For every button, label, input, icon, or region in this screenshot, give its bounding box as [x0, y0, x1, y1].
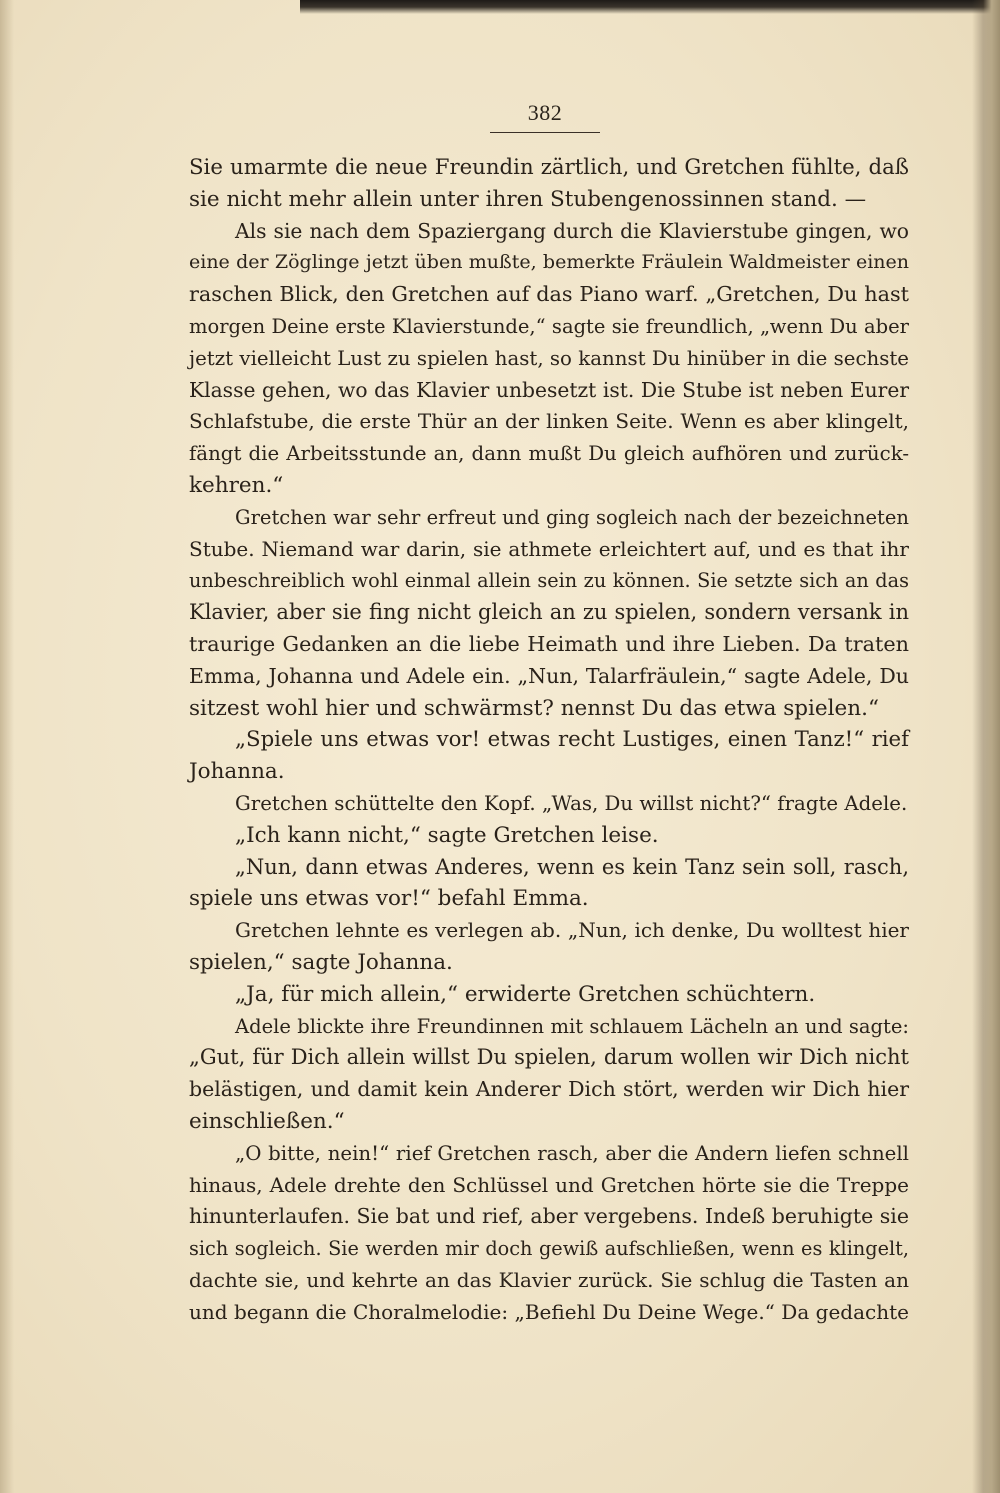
- scan-right-edge: [972, 0, 1000, 1493]
- text-line: Emma, Johanna und Adele ein. „Nun, Talarfräulein,“ sagte Adele, Du: [189, 663, 909, 688]
- text-line: „Spiele uns etwas vor! etwas recht Lustiges, einen Tanz!“ rief: [235, 727, 909, 753]
- text-line: sie nicht mehr allein unter ihren Stubengenossinnen stand. —: [189, 186, 867, 212]
- text-line: sitzest wohl hier und schwärmst? nennst Du das etwa spielen.“: [189, 695, 879, 721]
- scan-left-edge: [0, 0, 14, 1493]
- text-line: Stube. Niemand war darin, sie athmete erleichtert auf, und es that ihr: [189, 536, 909, 561]
- text-line: belästigen, und damit kein Anderer Dich stört, werden wir Dich hier: [189, 1077, 909, 1102]
- text-line: Gretchen war sehr erfreut und ging sogleich nach der bezeichneten: [235, 505, 909, 529]
- page-number: 382: [527, 100, 563, 125]
- text-line: traurige Gedanken an die liebe Heimath und ihre Lieben. Da traten: [189, 631, 909, 656]
- text-line: Klavier, aber sie fing nicht gleich an zu spielen, sondern versank in: [189, 600, 909, 625]
- body-text: [189, 152, 909, 1328]
- text-line: fängt die Arbeitsstunde an, dann mußt Du gleich aufhören und zurück-: [189, 442, 909, 466]
- text-line: Adele blickte ihre Freundinnen mit schlauem Lächeln an und sagte:: [235, 1014, 909, 1038]
- text-line: kehren.“: [189, 472, 284, 498]
- text-line: und begann die Choralmelodie: „Befiehl Du Deine Wege.“ Da gedachte: [189, 1299, 909, 1324]
- text-line: „Nun, dann etwas Anderes, wenn es kein Tanz sein soll, rasch,: [235, 854, 909, 879]
- header-rule: [490, 132, 600, 133]
- text-line: „Ich kann nicht,“ sagte Gretchen leise.: [235, 822, 659, 848]
- text-line: Gretchen lehnte es verlegen ab. „Nun, ich denke, Du wolltest hier: [235, 918, 909, 943]
- text-line: „Ja, für mich allein,“ erwiderte Gretchen schüchtern.: [235, 981, 816, 1007]
- page-header: [490, 100, 600, 133]
- text-line: jetzt vielleicht Lust zu spielen hast, so kannst Du hinüber in die sechste: [189, 346, 909, 370]
- text-line: „O bitte, nein!“ rief Gretchen rasch, aber die Andern liefen schnell: [235, 1141, 909, 1165]
- text-line: raschen Blick, den Gretchen auf das Piano warf. „Gretchen, Du hast: [189, 282, 909, 307]
- text-line: Klasse gehen, wo das Klavier unbesetzt ist. Die Stube ist neben Eurer: [189, 377, 909, 402]
- text-line: Schlafstube, die erste Thür an der linken Seite. Wenn es aber klingelt,: [189, 409, 909, 434]
- text-line: unbeschreiblich wohl einmal allein sein zu können. Sie setzte sich an das: [189, 569, 909, 593]
- text-line: hinunterlaufen. Sie bat und rief, aber vergebens. Indeß beruhigte sie: [189, 1204, 909, 1229]
- text-line: Johanna.: [189, 759, 285, 785]
- text-line: spielen,“ sagte Johanna.: [189, 949, 453, 975]
- text-line: hinaus, Adele drehte den Schlüssel und Gretchen hörte sie die Treppe: [189, 1172, 909, 1197]
- text-line: morgen Deine erste Klavierstunde,“ sagte sie freundlich, „wenn Du aber: [189, 314, 909, 338]
- text-line: sich sogleich. Sie werden mir doch gewiß aufschließen, wenn es klingelt,: [189, 1237, 909, 1261]
- text-line: Als sie nach dem Spaziergang durch die Klavierstube gingen, wo: [235, 218, 909, 243]
- text-line: „Gut, für Dich allein willst Du spielen, darum wollen wir Dich nicht: [189, 1045, 909, 1070]
- text-line: eine der Zöglinge jetzt üben mußte, bemerkte Fräulein Waldmeister einen: [189, 251, 909, 274]
- text-line: Gretchen schüttelte den Kopf. „Was, Du willst nicht?“ fragte Adele.: [235, 791, 908, 815]
- text-line: Sie umarmte die neue Freundin zärtlich, und Gretchen fühlte, daß: [189, 155, 909, 180]
- text-line: spiele uns etwas vor!“ befahl Emma.: [189, 886, 589, 912]
- scan-top-edge: [300, 0, 1000, 14]
- text-line: einschließen.“: [189, 1108, 345, 1134]
- text-line: dachte sie, und kehrte an das Klavier zurück. Sie schlug die Tasten an: [189, 1267, 909, 1292]
